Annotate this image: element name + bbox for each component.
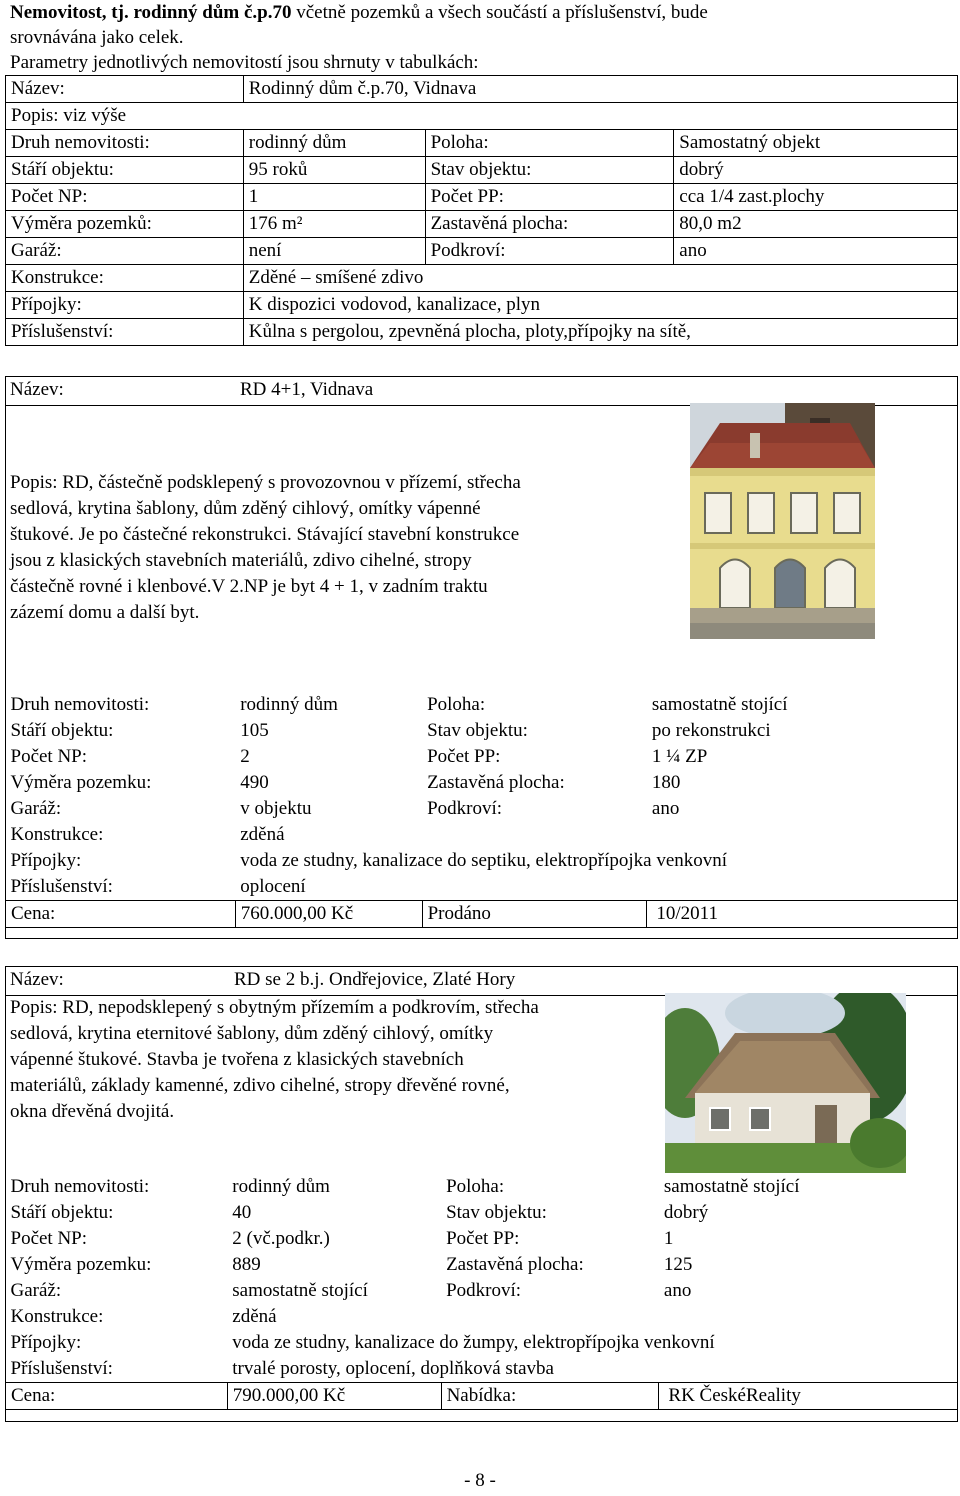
cell-value: rodinný dům [232,1176,330,1197]
cell-label: Stáří objektu: [10,720,114,741]
cell-value: K dispozici vodovod, kanalizace, plyn [243,292,957,319]
cell-label: Garáž: [6,238,244,265]
cell-value: 2 (vč.podkr.) [232,1228,330,1249]
cell-label: Druh nemovitosti: [6,130,244,157]
cell-value: 105 [240,720,269,741]
cell-label: Výměra pozemku: [10,772,152,793]
cell-label: Počet PP: [425,184,674,211]
cell-value: není [243,238,425,265]
intro-line-3: Parametry jednotlivých nemovitostí jsou shrnuty v tabulkách: [10,52,479,73]
table-row [6,1356,958,1383]
cell-value: voda ze studny, kanalizace do septiku, elektropřípojka venkovní [240,850,728,871]
cottage-photo-image [665,993,906,1173]
cell-label: Stáří objektu: [6,157,244,184]
cell-value: trvalé porosty, oplocení, doplňková stavba [232,1358,554,1379]
cell-value: 80,0 m2 [674,211,958,238]
cell-value: ano [674,238,958,265]
cell-label: Konstrukce: [10,1306,104,1327]
cell-value: dobrý [674,157,958,184]
table-row [6,184,958,211]
cell-value: 1 [243,184,425,211]
description-line: materiálů, základy kamenné, zdivo cihelné, stropy dřevěné rovné, [10,1075,510,1096]
table-row [6,292,958,319]
table-row [6,265,958,292]
cell-label: Zastavěná plocha: [446,1254,584,1275]
cell-label: Přípojky: [6,292,244,319]
cell-label: Název: [6,76,244,103]
table-row [6,76,958,103]
table-row [6,1383,958,1410]
cell-value: v objektu [240,798,312,819]
cell-value: Rodinný dům č.p.70, Vidnava [243,76,957,103]
description-line: jsou z klasických stavebních materiálů, zdivo cihelné, stropy [10,550,472,571]
cell-label: Konstrukce: [6,265,244,292]
table-row [6,103,958,130]
cell-value: 40 [232,1202,252,1223]
table-row [6,1304,958,1330]
cell-value: dobrý [663,1202,709,1223]
intro-text [10,0,950,75]
cell-label: Garáž: [10,1280,62,1301]
cell-value: samostatně stojící [232,1280,368,1301]
table-row [6,744,958,770]
table-row [6,211,958,238]
page-number: - 8 - [464,1470,496,1491]
cell-label: Výměra pozemku: [10,1254,152,1275]
cell-label: Příslušenství: [10,1358,113,1379]
description-line: zázemí domu a další byt. [10,602,200,623]
cell-label: Cena: [6,1383,228,1410]
table-row [6,1252,958,1278]
cell-value: zděná [232,1306,277,1327]
block-2-name-value: RD 4+1, Vidnava [240,379,374,400]
cell-value: rodinný dům [240,694,338,715]
cell-value: 10/2011 [647,901,958,928]
description-line: okna dřevěná dvojitá. [10,1101,175,1122]
cell-value: 760.000,00 Kč [235,901,422,928]
table-row [6,874,958,901]
cell-value: 125 [663,1254,693,1275]
block-2-description [10,470,650,626]
table-row [6,692,958,718]
cell-label: Příslušenství: [10,876,113,897]
cell-label: Počet NP: [10,746,88,767]
cell-label: Prodáno [422,901,647,928]
description-line: sedlová, krytina eternitové šablony, dům zděný cihlový, omítky [10,1023,494,1044]
cell-label: Druh nemovitosti: [10,1176,150,1197]
intro-line-2: srovnávána jako celek. [10,27,184,48]
cell-value: 2 [240,746,250,767]
description-line: částečně rovné i klenbové.V 2.NP je byt 4 + 1, v zadním traktu [10,576,488,597]
cell-value: ano [651,798,680,819]
cell-label: Výměra pozemků: [6,211,244,238]
cell-label: Přípojky: [10,1332,82,1353]
table-row [6,796,958,822]
cell-value: voda ze studny, kanalizace do žumpy, elektropřípojka venkovní [232,1332,715,1353]
cell-label: Podkroví: [425,238,674,265]
table-row [6,1174,958,1200]
table-row [6,1330,958,1356]
cell-label: Počet PP: [446,1228,520,1249]
cell-value: Zděné – smíšené zdivo [243,265,957,292]
table-row [6,130,958,157]
cell-value: ano [663,1280,692,1301]
cell-value: zděná [240,824,285,845]
cell-label: Garáž: [10,798,62,819]
cell-label: Poloha: [446,1176,505,1197]
table-row [6,770,958,796]
cell-label: Stav objektu: [427,720,528,741]
cell-label: Druh nemovitosti: [10,694,150,715]
block-3-description [10,995,660,1125]
cell-value: cca 1/4 zast.plochy [674,184,958,211]
cell-label: Počet NP: [6,184,244,211]
table-row [6,157,958,184]
cell-value: Kůlna s pergolou, zpevněná plocha, ploty,přípojky na sítě, [243,319,957,346]
cell-popis: Popis: viz výše [6,103,958,130]
property-table-3 [5,1174,958,1410]
cell-value: oplocení [240,876,306,897]
cell-value: rodinný dům [243,130,425,157]
table-row [6,718,958,744]
description-line: Popis: RD, částečně podsklepený s provozovnou v přízemí, střecha [10,472,521,493]
cell-value: po rekonstrukci [651,720,771,741]
property-table-2 [5,692,958,928]
house-photo-image [690,403,875,639]
block-3-name-label: Název: [10,969,64,990]
block-2-name-row [5,376,958,406]
description-line: sedlová, krytina šablony, dům zděný cihlový, omítky vápenné [10,498,481,519]
cell-value: 790.000,00 Kč [227,1383,441,1410]
cell-label: Cena: [6,901,236,928]
cell-label: Přípojky: [10,850,82,871]
table-row [6,1226,958,1252]
house-photo-ondrejovice [665,993,906,1173]
cell-value: 889 [232,1254,261,1275]
block-2-name-label: Název: [10,379,64,400]
cell-value: 95 roků [243,157,425,184]
cell-value: 180 [651,772,681,793]
cell-label: Podkroví: [446,1280,522,1301]
cell-label: Poloha: [425,130,674,157]
table-row [6,238,958,265]
table-row [6,901,958,928]
house-photo-vidnava [690,403,875,639]
table-row [6,1278,958,1304]
cell-value: 490 [240,772,269,793]
cell-label: Stáří objektu: [10,1202,114,1223]
table-row [6,848,958,874]
table-row [6,1200,958,1226]
cell-value: samostatně stojící [663,1176,800,1197]
cell-label: Stav objektu: [425,157,674,184]
cell-label: Počet PP: [427,746,501,767]
cell-label: Počet NP: [10,1228,88,1249]
cell-label: Nabídka: [441,1383,659,1410]
cell-label: Stav objektu: [446,1202,547,1223]
table-row [6,822,958,848]
cell-value: samostatně stojící [651,694,788,715]
cell-value: RK ČeskéReality [659,1383,958,1410]
cell-label: Poloha: [427,694,486,715]
cell-value: 176 m² [243,211,425,238]
table-row [6,319,958,346]
cell-value: 1 [663,1228,674,1249]
description-line: štukové. Je po částečné rekonstrukci. Stávající stavební konstrukce [10,524,520,545]
cell-label: Konstrukce: [10,824,104,845]
block-3-name-value: RD se 2 b.j. Ondřejovice, Zlaté Hory [234,969,516,990]
cell-value: 1 ¼ ZP [651,746,708,767]
cell-label: Příslušenství: [6,319,244,346]
cell-label: Podkroví: [427,798,503,819]
cell-value: Samostatný objekt [674,130,958,157]
description-line: vápenné štukové. Stavba je tvořena z klasických stavebních [10,1049,464,1070]
cell-label: Zastavěná plocha: [425,211,674,238]
description-line: Popis: RD, nepodsklepený s obytným přízemím a podkrovím, střecha [10,997,539,1018]
cell-label: Zastavěná plocha: [427,772,565,793]
intro-line-1: Nemovitost, tj. rodinný dům č.p.70 včetně pozemků a všech součástí a příslušenství, bude [10,2,708,23]
property-table-1 [5,75,958,346]
